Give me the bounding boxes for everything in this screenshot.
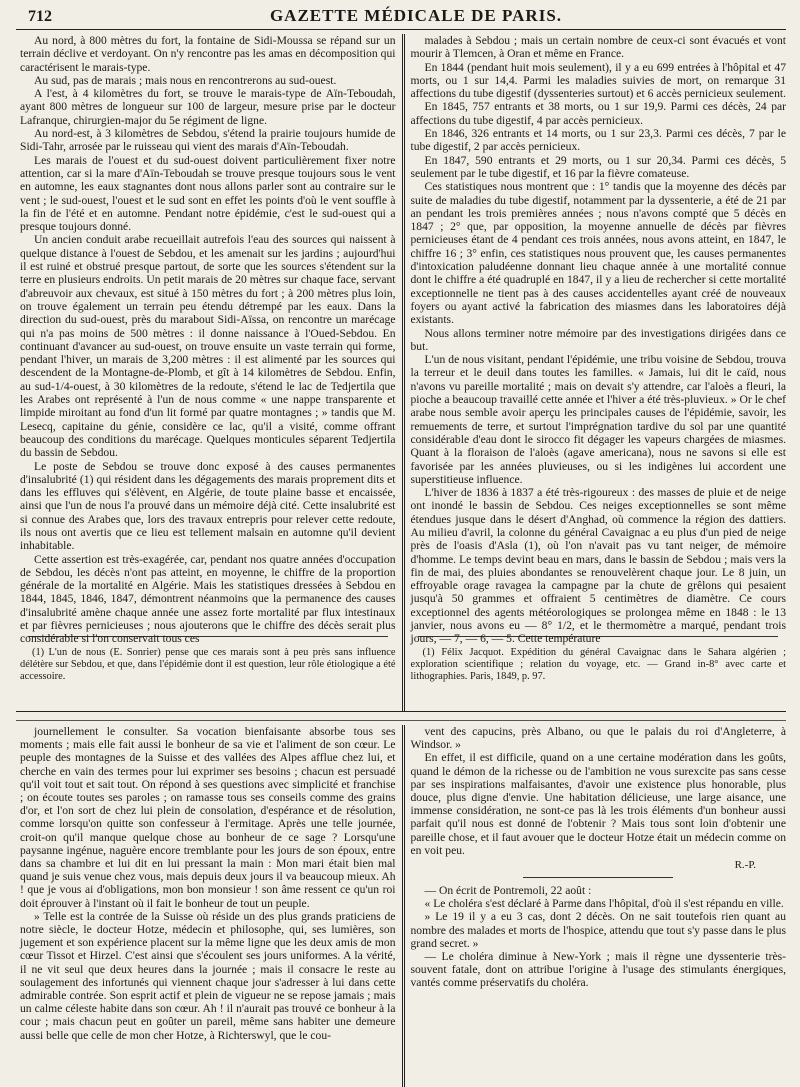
footnote: (1) Félix Jacquot. Expédition du général Cavaignac dans le Sahara algérien ; exploration scientifique ; relation du voyage, etc. — Grand in-8° avec carte et lithographies. Paris, 1849, p. 97. [410,647,786,683]
paragraph: Le poste de Sebdou se trouve donc exposé à des causes permanentes d'insalubrité (1) qui résident dans les dégagements des marais proprement dits et dans les effluves qui s'élèvent, en Algérie, de toute plaine basse et encaissée, ainsi que l'un de nous l'a prouvé dans un mémoire déjà cité. Cette insalubrité est si connue des Arabes que, lors des travaux entrepris pour relever cette redoute, ils nous ont avertis que ce lieu est tellement malsain en automne qu'il devient inhabitable. [20,459,396,553]
news-item: » Le 19 il y a eu 3 cas, dont 2 décès. On ne sait toutefois rien quant au nombre des malades et morts de l'hospice, attendu que tout s'y passe dans le plus grand secret. » [410,910,786,950]
paragraph: Nous allons terminer notre mémoire par des investigations dirigées dans ce but. [410,326,786,353]
paragraph: malades à Sebdou ; mais un certain nombre de ceux-ci sont évacués et vont mourir à Tlemcen, à Oran et même en France. [410,34,786,61]
lower-section [16,721,786,1087]
upper-right-column [405,30,787,711]
paragraph: » Telle est la contrée de la Suisse où réside un des plus grands praticiens de notre siècle, le docteur Hotze, médecin et philosophe, qui, ses lumières, son jugement et son expérience placent sur la même ligne que les deux amis de mon cœur Tissot et Hirzel. C'est ainsi que s'écoulent ses jours uniformes. A la vérité, il ne vit seul que deux heures dans la journée ; mais il consacre le reste au soulagement des infortunés qui viennent chaque jour s'adresser à lui dans cette admirable contrée. Son esprit actif et plein de vigueur ne se repose jamais ; mais un calme céleste habite dans son cœur. Ah ! il n'aurait pas trouvé ce bonheur à la cour ; mais chacun peut en goûter un pareil, même sans habiter une demeure aussi belle que celle de mon cher Hotze, à Richterswyl, que le cou- [20,909,396,1042]
news-rule [523,877,673,878]
paragraph: En effet, il est difficile, quand on a une certaine modération dans les goûts, quand le démon de la richesse ou de l'ambition ne vous surexcite pas sans cesse par ses inspirations malfaisantes, d'avoir une existence plus honorable, plus douce, plus digne d'envie. Une habitation délicieuse, une large aisance, une immense considération, ne sont-ce pas là les trois éléments d'un bonheur aussi parfait qu'il nous est donné de l'obtenir ? Mais tous sont loin d'obtenir une pareille chose, et il faut avouer que le docteur Hotze était un médecin comme on en voit peu. [410,751,786,857]
paragraph: L'hiver de 1836 à 1837 a été très-rigoureux : des masses de pluie et de neige ont inondé le bassin de Sebdou. Ces neiges exceptionnelles se sont même étendues jusque dans le désert d'Anghad, où commence la région des dattiers. Au milieu d'avril, la colonne du général Cavaignac a eu plus d'un pied de neige près de l'oasis d'Asla (1), où l'on n'avait pas vu tant neiger, de mémoire d'homme. Le temps devint beau en mars, dans le bassin de Sebdou ; mais vers la fin de mai, des pluies abondantes se renouvelèrent chaque jour. Le 8 juin, un effroyable orage ravagea la campagne par la chute de grêlons qui pesaient jusqu'à 50 grammes et offraient 5 centimètres de diamètre. Ce cours exceptionnel des agents météorologiques se prolongea même en 1848 : le 13 janvier, nous avons eu — 8° 1/2, et le thermomètre a marqué, pendant trois jours, — 7, — 6, — 5. Cette température [410,486,786,646]
signature: R.-P. [734,859,756,872]
paragraph: En 1847, 590 entrants et 29 morts, ou 1 sur 20,34. Parmi ces décès, 5 seulement par le tube digestif, et 16 par la fièvre comateuse. [410,153,786,180]
paragraph: vent des capucins, près Albano, ou que le palais du roi d'Angleterre, à Windsor. » [410,725,786,752]
paragraph: En 1846, 326 entrants et 14 morts, ou 1 sur 23,3. Parmi ces décès, 7 par le tube digestif, 2 par accès pernicieux. [410,127,786,154]
upper-section [16,30,786,711]
paragraph: Au sud, pas de marais ; mais nous en rencontrerons au sud-ouest. [34,73,337,87]
footnote: (1) L'un de nous (E. Sonrier) pense que ces marais sont à peu près sans influence délétère sur Sebdou, et que, dans l'épidémie dont il est question, leur rôle étiologique a été accessoire. [20,647,396,683]
paragraph: Un ancien conduit arabe recueillait autrefois l'eau des sources qui naissent à quelque distance à l'ouest de Sebdou, et les amenait sur les jardins ; aujourd'hui il est ruiné et obstrué presque partout, de sorte que les sources s'étendent sur la terre en plusieurs endroits. Un petit marais de 20 mètres sur chaque face, servant d'abreuvoir aux chevaux, est situé à 150 mètres du fort ; à 200 mètres plus loin, on trouve également un terrain peu étendu détrempé par les eaux. Dans la direction du sud-ouest, près du marabout Sidi-Aïssa, on rencontre un marécage qui n'a pas moins de 500 mètres : il donne naissance à l'Oued-Sebdou. En continuant d'avancer au sud-ouest, on trouve ensuite un vaste terrain qui forme, pendant l'hiver, un marais de 3,200 mètres : il est alimenté par les sources qui descendent de la Montagne-de-Plomb, et gît à 14 kilomètres de Sebdou. Enfin, au sud-1/4-ouest, à 30 kilomètres de la redoute, s'étend le lac de Tedjertila que les Arabes ont représenté à l'un de nous comme « une nappe transparente et limpide miroitant au fond d'un lit formé par quatre montagnes ; » tandis que M. Lesecq, capitaine du génie, considère ce lac, qu'il a visité, comme offrant beaucoup des conditions du marécage. Quelques monticules séparent Tedjertila du bassin de Sebdou. [20,233,396,460]
section-divider [16,711,786,721]
paragraph: L'un de nous visitant, pendant l'épidémie, une tribu voisine de Sebdou, trouva la terreur et le deuil dans toutes les familles. « Jamais, lui dit le caïd, nous n'avons vu pareille mortalité ; mais on devait s'y attendre, car l'aloès a fleuri, la pioche a beaucoup travaillé cette année et l'hiver a été très-pluvieux. » Or le chef arabe nous semble avoir aperçu les principales causes de l'épidémie, savoir, les remuements de terre, et surtout l'imprégnation tardive du sol par une quantité considérable d'eau dont le sirocco fit dégager les vapeurs chargées de miasmes. Quant à la floraison de l'aloès (agave americana), nous ne savons si elle est favorisée par les années pluvieuses, ou si les indigènes lui accordent une superstitieuse influence. [410,353,786,486]
news-item: — On écrit de Pontremoli, 22 août : [424,884,592,898]
paragraph: En 1844 (pendant huit mois seulement), il y a eu 699 entrées à l'hôpital et 47 morts, ou 1 sur 14,4. Parmi les maladies suivies de mort, on remarque 31 affections du tube digestif (dyssenteries surtout) et 6 accès pernicieux seulement. [410,60,786,101]
paragraph: En 1845, 757 entrants et 38 morts, ou 1 sur 19,9. Parmi ces décès, 24 par affections du tube digestif, 4 par accès pernicieux. [410,100,786,127]
page-header [16,6,786,30]
lower-left-column [16,721,402,1087]
lower-right-column [405,721,787,1087]
upper-left-column [16,30,402,711]
paragraph: journellement le consulter. Sa vocation bienfaisante absorbe tous ses moments ; mais elle fait aussi le bonheur de sa vie et l'aliment de son cœur. Le peuple des montagnes de la Suisse et des vallées des Alpes afflue chez lui, et cherche en vain des termes pour lui exprimer ses besoins ; chacun est persuadé qu'il voit tout et sait tout. On répond à ses questions avec simplicité et franchise ; on écoute toutes ses paroles ; on ramasse tous ses conseils comme des grains d'or, et l'on sort de chez lui plein de consolation, d'espérance et de résolution, comme lorsqu'on quitte son confesseur à l'ermitage. Après une telle journée, croit-on qu'il manque quelque chose au bonheur de ce sage ? Lorsqu'une paysanne ingénue, naguère encore tremblante pour les jours de son époux, entre dans sa chambre et lui dit en lui pressant la main : Mon mari était bien mal quand je suis venue chez vous, mais depuis deux jours il va beaucoup mieux. Ah ! que je vous ai d'obligations, mon bon monsieur ! son âme ressent ce qu'un roi doit éprouver à l'instant où il fait le bonheur de tout un peuple. [20,725,396,910]
paragraph: Les marais de l'ouest et du sud-ouest doivent particulièrement fixer notre attention, car si la mare d'Aïn-Teboudah se trouve presque toujours sous le vent en automne, les eaux stagnantes dont nous allons parler sont au contraire sur le vent ; le sud-ouest, l'ouest et le sud sont en effet les points d'où le vent souffle à la fin de l'été et en automne. Pendant notre épidémie, c'est le sud-ouest qui a presque toujours donné. [20,153,396,234]
news-item: « Le choléra s'est déclaré à Parme dans l'hôpital, d'où il s'est répandu en ville. [424,897,784,911]
page-number: 712 [28,8,52,25]
news-item: — Le choléra diminue à New-York ; mais il règne une dyssenterie très-souvent fatale, dont on attribue l'origine à l'usage des stimulants énergiques, vantés comme préservatifs du choléra. [410,950,786,990]
journal-title: GAZETTE MÉDICALE DE PARIS. [269,6,563,25]
paragraph: Cette assertion est très-exagérée, car, pendant nos quatre années d'occupation de Sebdou, les décès n'ont pas atteint, en moyenne, le chiffre de la proportion générale de la mortalité en Algérie. Mais les statistiques dressées à Sebdou en 1844, 1845, 1846, 1847, démontrent néanmoins que la permanence des causes d'insalubrité amène chaque année une assez forte mortalité par flux intestinaux et par fièvres pernicieuses ; nous ajouterons que le chiffre des décès serait plus considérable si l'on conservait tous ces [20,552,396,646]
paragraph: Au nord-est, à 3 kilomètres de Sebdou, s'étend la prairie toujours humide de Sidi-Tahr, arrosée par le ruisseau qui vient des marais d'Aïn-Teboudah. [20,127,396,154]
paragraph: Au nord, à 800 mètres du fort, la fontaine de Sidi-Moussa se répand sur un terrain déclive et verdoyant. On n'y rencontre pas les amas en décomposition qui caractérisent le marais-type. [20,34,396,74]
paragraph: Ces statistiques nous montrent que : 1° tandis que la moyenne des décès par suite de maladies du tube digestif, notamment par la dyssenterie, a été de 21 par an pendant les trois premières années ; nous n'avons compté que 5 décès en 1847 ; 2° que, par opposition, la moyenne annuelle de décès par fièvres pernicieuses étant de 4 pendant ces trois années, nous avons atteint, en 1847, le chiffre 16 ; 3° enfin, ces statistiques nous prouvent que, les causes permanentes d'intoxication paludéenne donnant lieu chaque année à une mortalité connue dont le chiffre a été quadruplé en 1847, il y a lieu de rechercher si cette mortalité exceptionnelle ne tient pas à des causes accidentelles ayant créé de nouveaux foyers ou ayant activé la fabrication des miasmes dans les laboratoires déjà existants. [410,180,786,327]
paragraph: A l'est, à 4 kilomètres du fort, se trouve le marais-type de Aïn-Teboudah, ayant 800 mètres de longueur sur 100 de largeur, mesure prise par le docteur Lafranque, chirurgien-major du 5e régiment de ligne. [20,87,396,127]
